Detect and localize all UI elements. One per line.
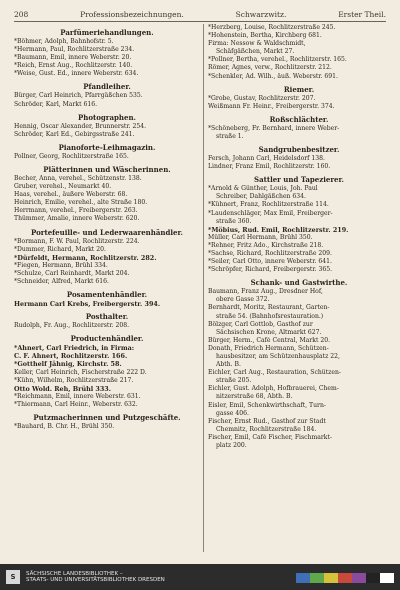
directory-entry: Schröder, Karl Ed., Gebirgsstraße 241.	[14, 130, 135, 138]
entry-continuation: straße 205.	[216, 377, 252, 385]
entry-continuation: Schreiber, Dahlgäßchen 634.	[216, 193, 306, 201]
directory-entry: *Böhmer, Adolph, Bahnhofstr. 5.	[14, 38, 114, 45]
section-title: Schank- und Gastwirthe.	[250, 278, 348, 288]
directory-entry: *Dummer, Richard, Markt 20.	[14, 245, 106, 253]
section-title: Posthalter.	[85, 312, 129, 322]
entry-continuation: nitzerstraße 68, Abth. B.	[216, 393, 293, 401]
directory-entry: Herrmann, verehel., Freibergerstr. 263.	[14, 207, 138, 215]
page-number: 208	[14, 9, 29, 19]
directory-entry: *Kühnert, Franz, Rochlitzerstraße 114.	[208, 201, 329, 209]
directory-entry: *Weise, Gust. Ed., innere Weberstr. 634.	[14, 70, 139, 78]
directory-entry: *Schröpfer, Richard, Freibergerstr. 365.	[208, 266, 333, 274]
directory-entry: Römer, Agnes, verw., Rochlitzerstr. 212.	[208, 64, 332, 72]
directory-entry: Otto Wold. Reh, Brühl 333.	[14, 384, 111, 393]
directory-entry: Weißmann Fr. Heinr., Freibergerstr. 374.	[208, 102, 335, 110]
entry-continuation: straße 54. (Bahnhofsrestauration.)	[216, 312, 324, 320]
directory-entry: *Schöneberg, Fr. Bernhard, innere Weber-	[208, 124, 340, 132]
directory-entry: Bürger, Herm., Café Central, Markt 20.	[208, 336, 331, 344]
entry-continuation: straße 1.	[216, 132, 244, 140]
directory-entry: *Seiler, Carl Otto, innere Weberstr. 641.	[208, 258, 332, 266]
directory-entry: *Thiermann, Carl Heinr., Weberstr. 632.	[14, 400, 138, 408]
color-swatch	[310, 573, 324, 583]
section-title: Posamentenhändler.	[66, 290, 148, 300]
library-credit	[26, 571, 165, 584]
directory-entry: Fischer, Ernst Rud., Gasthof zur Stadt	[208, 417, 326, 425]
directory-entry: Müller, Carl Hermann, Brühl 350.	[208, 233, 313, 241]
left-column	[14, 24, 200, 431]
library-footer	[0, 564, 400, 590]
right-column	[208, 24, 390, 450]
entry-continuation: Schäfgäßchen, Markt 27.	[216, 48, 295, 56]
header-ref: Erster Theil.	[338, 9, 386, 19]
directory-entry: Keller, Carl Heinrich, Fischerstraße 222 D.	[14, 368, 147, 376]
directory-entry: *Pollner, Bertha, verehel., Rochlitzerstr. 165.	[208, 56, 347, 64]
directory-entry: Bernhardt, Moritz, Restaurant, Garten-	[208, 304, 330, 312]
section-title: Productenhändler.	[70, 334, 144, 344]
section-title: Plätterinnen und Wäscherinnen.	[43, 164, 171, 174]
directory-entry: Thümmer, Amalie, innere Weberstr. 620.	[14, 215, 140, 223]
directory-entry: *Reichmann, Emil, innere Weberstr. 631.	[14, 392, 141, 400]
library-logo-icon: S	[6, 570, 20, 584]
directory-entry: *Rehner, Fritz Ado., Kirchstraße 218.	[208, 241, 324, 249]
directory-entry: *Sachse, Richard, Rochlitzerstraße 209.	[208, 249, 332, 257]
directory-entry: *Ahnert, Carl Friedrich, in Firma:	[14, 344, 135, 353]
directory-entry: Eichler, Gust. Adolph, Hofbrauerei, Chem-	[208, 385, 339, 393]
entry-continuation: platz 200.	[216, 442, 247, 450]
section-title: Sandgrubenbesitzer.	[258, 145, 340, 155]
section-title: Riemer.	[283, 84, 315, 94]
section-title: Photographen.	[77, 112, 136, 122]
directory-entry: Haas, verehel., äußere Weberstr. 68.	[14, 191, 128, 199]
page-header	[14, 8, 386, 20]
directory-entry: *Möbius, Rud. Emil, Rochlitzerstr. 219.	[208, 225, 349, 234]
column-divider	[203, 24, 204, 552]
color-swatch	[338, 573, 352, 583]
entry-continuation: Chemnitz, Rochlitzerstraße 184.	[216, 425, 317, 433]
entry-continuation: obere Gasse 372.	[216, 296, 270, 304]
directory-entry: Rudolph, Fr. Aug., Rochlitzerstr. 208.	[14, 322, 130, 330]
directory-entry: *Laudenschläger, Max Emil, Freiberger-	[208, 209, 333, 217]
directory-entry: Heinrich, Emilie, verehel., alte Straße 180.	[14, 199, 148, 207]
directory-entry: Eichler, Carl Aug., Restauration, Schützen-	[208, 369, 341, 377]
directory-entry: Hennig, Oscar Alexander, Brunnerstr. 254.	[14, 122, 147, 130]
color-swatch	[296, 573, 310, 583]
directory-entry: *Schenkler, Ad. Wilh., äuß. Weberstr. 691.	[208, 72, 338, 80]
entry-continuation: gasse 406.	[216, 409, 249, 417]
directory-entry: *Gotthelf Jähnig, Kirchstr. 58.	[14, 360, 122, 369]
color-swatch	[352, 573, 366, 583]
directory-entry: Fischer, Emil, Café Fischer, Fischmarkt-	[208, 433, 332, 441]
entry-continuation: straße 360.	[216, 217, 252, 225]
directory-entry: *Arnold & Günther, Louis, Joh. Paul	[208, 185, 318, 193]
color-swatch	[324, 573, 338, 583]
color-swatch	[380, 573, 394, 583]
section-title: Sattler und Tapezierer.	[254, 175, 344, 185]
directory-entry: *Bauhard, B. Chr. H., Brühl 350.	[14, 423, 115, 430]
header-rule	[14, 21, 386, 22]
directory-entry: *Kühn, Wilhelm, Rochlitzerstraße 217.	[14, 376, 134, 384]
directory-entry: Eisler, Emil, Schenkwirthschaft, Turn-	[208, 401, 326, 409]
directory-entry: Hermann Carl Krebs, Freibergerstr. 394.	[14, 300, 161, 309]
directory-entry: Gruber, verehel., Neumarkt 40.	[14, 183, 112, 191]
entry-continuation: Abth. B.	[216, 361, 241, 369]
library-credit-line1: SÄCHSISCHE LANDESBIBLIOTHEK –	[26, 570, 123, 577]
library-credit-line2: STAATS- UND UNIVERSITÄTSBIBLIOTHEK DRESDEN	[26, 577, 165, 583]
entry-continuation: hausbesitzer, am Schützenhausplatz 22,	[216, 353, 340, 360]
section-title: Portefeuille- und Lederwaarenhändler.	[31, 227, 183, 237]
directory-entry: Donath, Friedrich Hermann, Schützen-	[208, 344, 329, 352]
directory-entry: *Grobe, Gustav, Rochlitzerstr. 207.	[208, 94, 316, 102]
directory-entry: *Hermann, Paul, Rochlitzerstraße 234.	[14, 46, 135, 54]
color-swatch	[366, 573, 380, 583]
entry-continuation: Sächsischen Krone, Altmarkt 627.	[216, 328, 322, 336]
directory-entry: *Fiegen, Hermann, Brühl 334.	[14, 261, 108, 269]
directory-entry: Schröder, Karl, Markt 616.	[14, 100, 98, 108]
section-title: Putzmacherinnen und Putzgeschäfte.	[33, 413, 181, 422]
section-title: Pfandleiher.	[83, 82, 131, 92]
directory-entry: Firma: Nessow & Waldschmidt,	[208, 40, 306, 48]
directory-entry: Bölzger, Carl Gottlob, Gasthof zur	[208, 320, 313, 328]
directory-entry: *Herzberg, Louise, Rochlitzerstraße 245.	[208, 24, 336, 31]
directory-entry: Fersch, Johann Carl, Heidelsdorf 138.	[208, 155, 325, 163]
directory-entry: *Schneider, Alfred, Markt 616.	[14, 277, 109, 285]
directory-entry: *Schulze, Carl Reinhardt, Markt 204.	[14, 269, 130, 277]
directory-entry: Lindner, Franz Emil, Rochlitzerstr. 160.	[208, 163, 331, 171]
directory-entry: Becher, Anna, verehel., Schützenstr. 138.	[14, 174, 142, 182]
directory-entry: Bürger, Carl Heinrich, Pfarrgäßchen 535.	[14, 92, 143, 100]
directory-entry: *Reich, Ernst Aug., Rochlitzerstr. 140.	[14, 62, 133, 70]
directory-entry: *Baumann, Emil, innere Weberstr. 20.	[14, 54, 132, 62]
directory-entry: *Bormann, F. W. Paul, Rochlitzerstr. 224.	[14, 237, 140, 245]
directory-entry: Baumann, Franz Aug., Dresdner Hof,	[208, 288, 323, 296]
section-title: Pianoforte-Leihmagazin.	[58, 142, 156, 152]
directory-entry: *Dürfeldt, Hermann, Rochlitzerstr. 282.	[14, 253, 157, 262]
directory-entry: C. F. Ahnert, Rochlitzerstr. 166.	[14, 352, 128, 361]
section-title: Parfümeriehandlungen.	[60, 28, 154, 37]
color-calibration-bar	[296, 573, 394, 583]
directory-entry: Pollner, Georg, Rochlitzerstraße 165.	[14, 152, 129, 160]
header-subtitle: Schwarzwitz.	[235, 9, 287, 19]
header-title: Professionsbezeichnungen.	[80, 9, 184, 19]
section-title: Roßschlächter.	[269, 114, 329, 124]
directory-entry: *Hohenstein, Bertha, Kirchberg 681.	[208, 32, 322, 40]
